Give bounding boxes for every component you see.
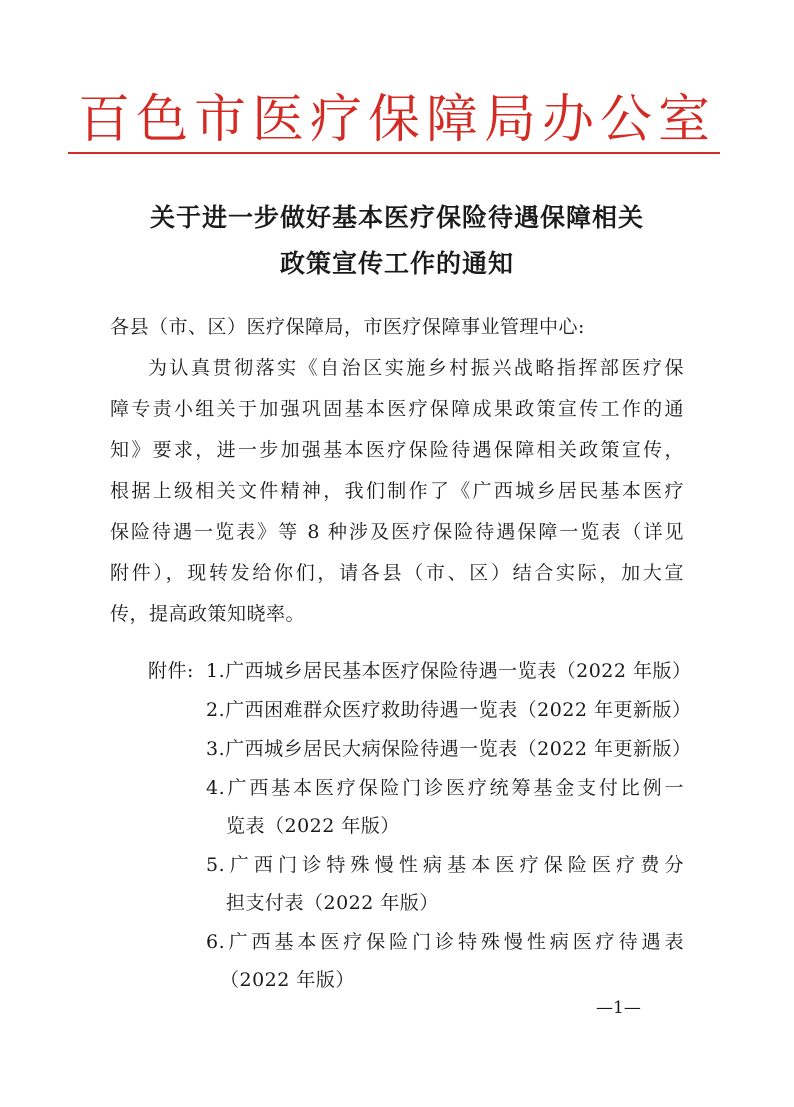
attachment-item-continued: 担支付表（2022 年版） xyxy=(226,892,439,914)
body-line: 为认真贯彻落实《自治区实施乡村振兴战略指挥部医疗保 xyxy=(148,357,684,379)
attachment-item: 4.广西基本医疗保险门诊医疗统筹基金支付比例一 xyxy=(206,777,684,799)
page-number: —1— xyxy=(596,998,641,1018)
issuer-header: 百色市医疗保障局办公室 xyxy=(77,90,716,150)
header-divider xyxy=(68,152,720,154)
body-line: 传，提高政策知晓率。 xyxy=(110,603,306,625)
attachment-item: 6.广西基本医疗保险门诊特殊慢性病医疗待遇表 xyxy=(206,931,684,953)
document-title-line-2: 政策宣传工作的通知 xyxy=(279,249,514,278)
attachment-item: 2.广西困难群众医疗救助待遇一览表（2022 年更新版） xyxy=(206,699,692,721)
attachment-item: 1.广西城乡居民基本医疗保险待遇一览表（2022 年版） xyxy=(206,660,692,682)
body-line: 根据上级相关文件精神，我们制作了《广西城乡居民基本医疗 xyxy=(110,480,684,502)
attachment-item-continued: 览表（2022 年版） xyxy=(226,815,400,837)
attachment-item: 3.广西城乡居民大病保险待遇一览表（2022 年更新版） xyxy=(206,738,692,760)
document-title-line-1: 关于进一步做好基本医疗保险待遇保障相关 xyxy=(149,203,644,232)
attachments-label: 附件: xyxy=(148,660,194,682)
attachment-item: 5.广西门诊特殊慢性病基本医疗保险医疗费分 xyxy=(206,854,684,876)
attachment-item-continued: （2022 年版） xyxy=(220,969,355,991)
body-line: 附件），现转发给你们，请各县（市、区）结合实际，加大宣 xyxy=(110,562,684,584)
body-line: 障专责小组关于加强巩固基本医疗保障成果政策宣传工作的通 xyxy=(110,398,684,420)
body-line: 保险待遇一览表》等 8 种涉及医疗保险待遇保障一览表（详见 xyxy=(110,521,684,543)
addressee: 各县（市、区）医疗保障局，市医疗保障事业管理中心: xyxy=(110,316,585,338)
body-line: 知》要求，进一步加强基本医疗保险待遇保障相关政策宣传， xyxy=(110,439,684,461)
